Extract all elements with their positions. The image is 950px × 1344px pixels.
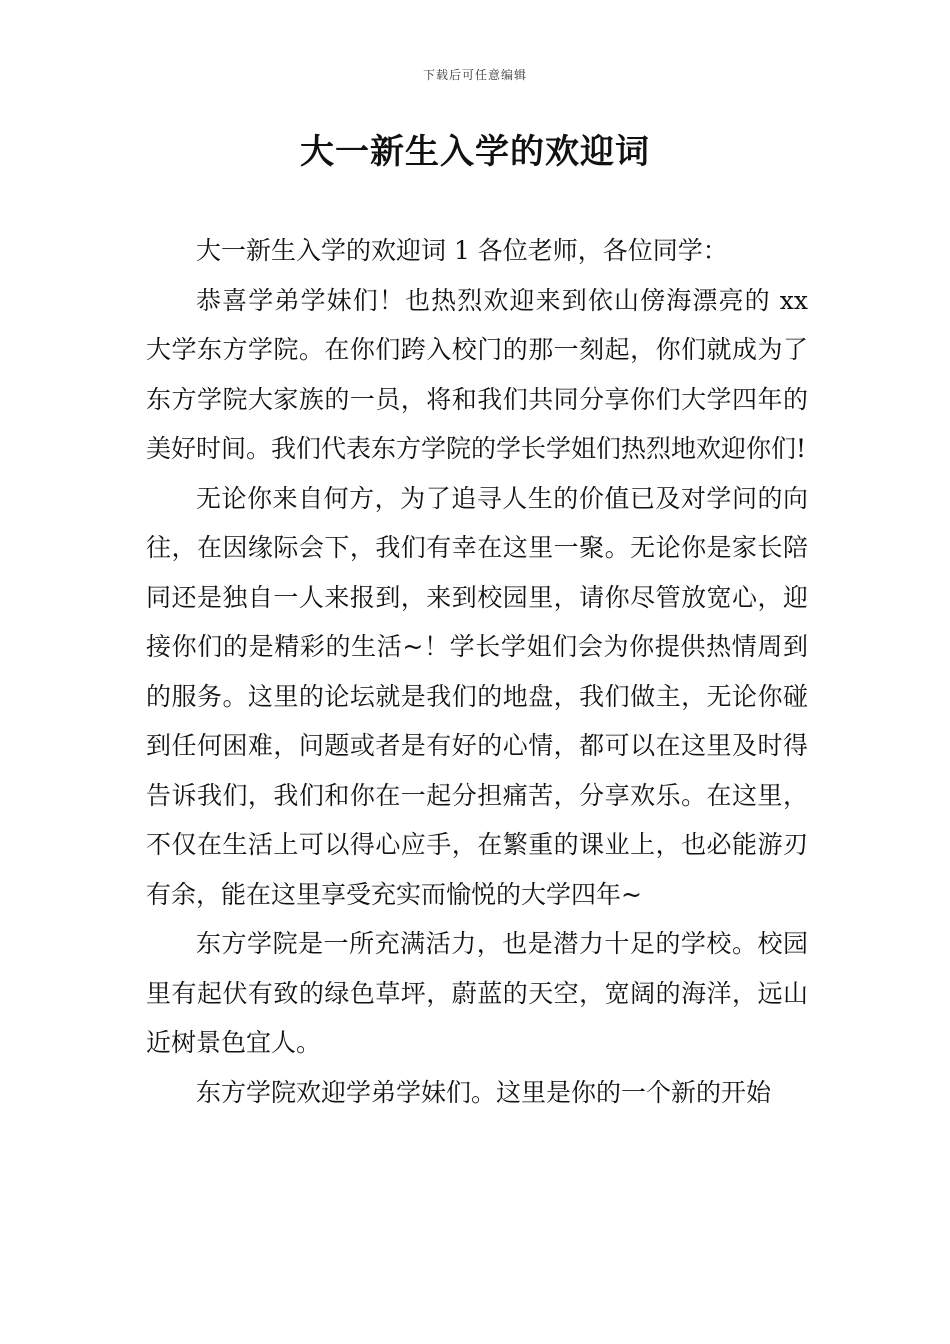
paragraph-greeting: 大一新生入学的欢迎词 1 各位老师，各位同学：	[196, 236, 728, 265]
paragraph-campus-life: 无论你来自何方，为了追寻人生的价值已及对学问的向往，在因缘际会下，我们有幸在这里一聚。无论你是家长陪同还是独自一人来报到，来到校园里，请你尽管放宽心，迎接你们的是精彩的生活~！学长学姐们会为你提供热情周到的服务。这里的论坛就是我们的地盘，我们做主，无论你碰到任何困难，问题或者是有好的心情，都可以在这里及时得告诉我们，我们和你在一起分担痛苦，分享欢乐。在这里，不仅在生活上可以得心应手，在繁重的课业上，也必能游刃有余，能在这里享受充实而愉悦的大学四年~	[146, 483, 808, 909]
paragraph-school-description: 东方学院是一所充满活力，也是潜力十足的学校。校园里有起伏有致的绿色草坪，蔚蓝的天空，宽阔的海洋，远山近树景色宜人。	[146, 929, 808, 1057]
paragraph-welcome: 恭喜学弟学妹们！也热烈欢迎来到依山傍海漂亮的 xx 大学东方学院。在你们跨入校门的那一刻起，你们就成为了东方学院大家族的一员，将和我们共同分享你们大学四年的美好时间。我们代表东方学院的学长学姐们热烈地欢迎你们!	[146, 285, 808, 463]
header-note: 下载后可任意编辑	[422, 68, 527, 82]
paragraph-new-beginning: 东方学院欢迎学弟学妹们。这里是你的一个新的开始	[196, 1077, 772, 1107]
document-body	[146, 226, 808, 1117]
document-title: 大一新生入学的欢迎词	[300, 132, 650, 172]
